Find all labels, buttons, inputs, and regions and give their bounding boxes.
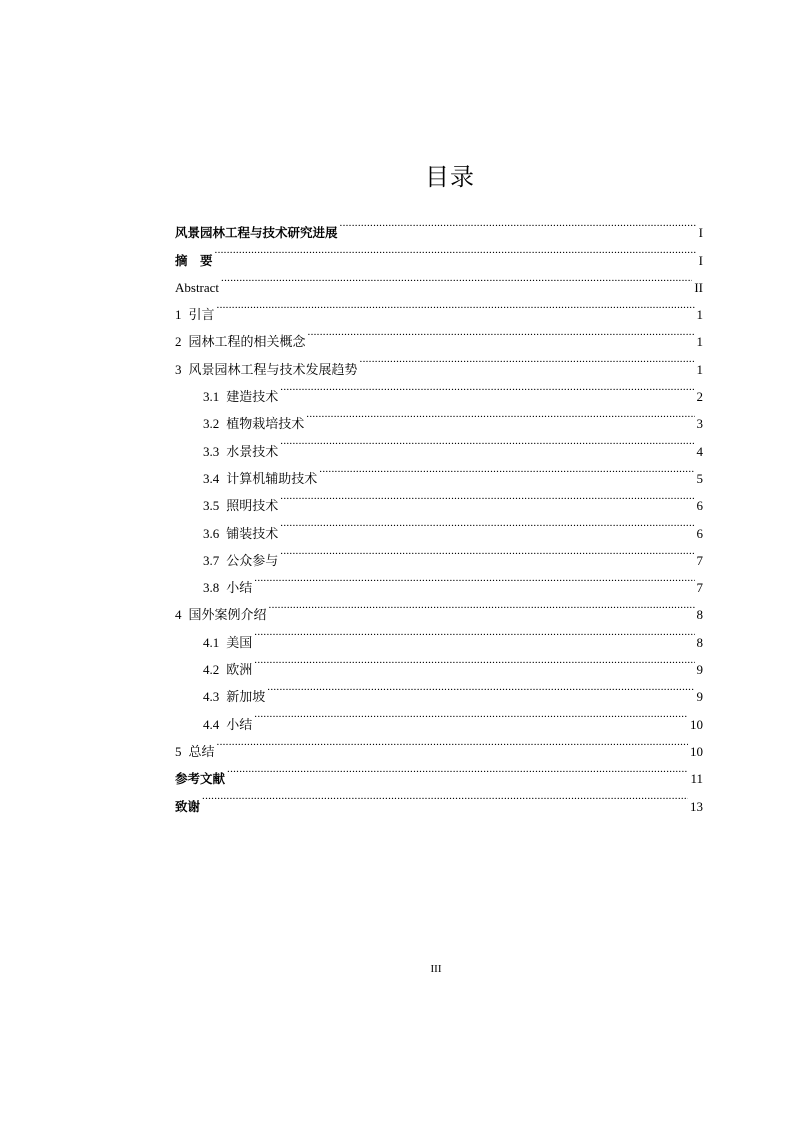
toc-entry-title xyxy=(203,383,278,410)
toc-entry-label: 欧洲 xyxy=(226,662,253,678)
page-number: III xyxy=(430,963,442,975)
toc-entry-title xyxy=(203,629,252,656)
toc-entry-number: 3.6 xyxy=(203,525,220,541)
toc-entry-label: 水景技术 xyxy=(226,443,279,459)
dot-leader xyxy=(227,756,688,783)
toc-entry[interactable] xyxy=(175,592,703,623)
toc-entry-title xyxy=(203,438,278,465)
toc-entry-label: 小结 xyxy=(226,716,253,732)
toc-entry-label: 风景园林工程与技术发展趋势 xyxy=(188,361,358,377)
toc-entry-number: 3.5 xyxy=(203,498,220,514)
toc-entry-label: 国外案例介绍 xyxy=(188,607,267,623)
toc-entry-title xyxy=(175,301,215,328)
toc-entry-page: 1 xyxy=(696,307,703,323)
dot-leader xyxy=(254,565,694,592)
toc-entry-page: 3 xyxy=(696,416,703,432)
toc-entry-page: 10 xyxy=(690,743,703,759)
toc-entry-title xyxy=(203,520,278,547)
toc-entry-label: 参考文献 xyxy=(175,771,226,787)
toc-entry-page: 9 xyxy=(696,662,703,678)
toc-entry-title xyxy=(175,738,215,765)
toc-entry-page: 2 xyxy=(696,389,703,405)
toc-entry-page: I xyxy=(698,252,703,268)
toc-entry[interactable] xyxy=(175,674,703,705)
toc-entry-label: 植物栽培技术 xyxy=(226,416,305,432)
dot-leader xyxy=(202,783,688,810)
toc-entry-number: 3 xyxy=(175,361,182,377)
toc-entry-page: 6 xyxy=(696,498,703,514)
toc-entry-label: 引言 xyxy=(188,307,215,323)
toc-entry[interactable] xyxy=(175,292,703,323)
dot-leader xyxy=(267,674,694,701)
dot-leader xyxy=(308,319,695,346)
toc-entry-page: 11 xyxy=(690,771,703,787)
toc-entry-label: 摘 要 xyxy=(175,252,213,268)
toc-entry-page: I xyxy=(698,225,703,241)
toc-entry[interactable] xyxy=(175,565,703,596)
dot-leader xyxy=(221,265,692,292)
toc-entry-page: 1 xyxy=(696,361,703,377)
toc-title: 目录 xyxy=(425,163,475,191)
toc-entry[interactable] xyxy=(175,783,703,814)
dot-leader xyxy=(217,292,695,319)
toc-entry-number: 3.4 xyxy=(203,470,220,486)
dot-leader xyxy=(340,210,697,237)
dot-leader xyxy=(360,346,695,373)
toc-entry-label: 致谢 xyxy=(175,798,201,814)
toc-entry-title xyxy=(203,574,252,601)
toc-entry-page: 7 xyxy=(696,552,703,568)
toc-entry[interactable] xyxy=(175,729,703,759)
toc-entry-number: 4.4 xyxy=(203,716,220,732)
toc-entry-page: 6 xyxy=(696,525,703,541)
dot-leader xyxy=(280,510,694,537)
toc-entry-page: 8 xyxy=(696,634,703,650)
toc-entry-page: 4 xyxy=(696,443,703,459)
toc-entry-page: 5 xyxy=(696,470,703,486)
dot-leader xyxy=(280,483,694,510)
dot-leader xyxy=(215,237,697,264)
toc-entry-number: 3.1 xyxy=(203,389,220,405)
toc-entry-page: 10 xyxy=(690,716,703,732)
toc-entry-number: 4.2 xyxy=(203,662,220,678)
toc-entry-number: 3.3 xyxy=(203,443,220,459)
toc-entry[interactable] xyxy=(175,756,703,787)
toc-entry[interactable] xyxy=(175,265,703,295)
toc-entry[interactable] xyxy=(175,319,703,350)
dot-leader xyxy=(306,401,694,428)
toc-entry-label: 新加坡 xyxy=(226,689,266,705)
toc-entry-number: 4.1 xyxy=(203,634,220,650)
toc-entry-label: 建造技术 xyxy=(226,389,279,405)
toc-entry[interactable] xyxy=(175,210,703,241)
dot-leader xyxy=(269,592,695,619)
toc-entry-page: 1 xyxy=(696,334,703,350)
toc-entry[interactable] xyxy=(175,237,703,268)
dot-leader xyxy=(280,428,694,455)
toc-entry-page: 7 xyxy=(696,580,703,596)
dot-leader xyxy=(254,647,694,674)
dot-leader xyxy=(280,538,694,565)
toc-entry-label: 小结 xyxy=(226,580,253,596)
toc-entry-title xyxy=(175,247,213,274)
toc-entry-page: 9 xyxy=(696,689,703,705)
toc-entry-page: 8 xyxy=(696,607,703,623)
toc-entry-title xyxy=(175,601,267,628)
toc-entry-title xyxy=(203,656,252,683)
toc-entry-label: 铺装技术 xyxy=(226,525,279,541)
toc-entry-label: 照明技术 xyxy=(226,498,279,514)
toc-entry-label: 园林工程的相关概念 xyxy=(188,334,306,350)
toc-entry-label: Abstract xyxy=(175,279,220,295)
dot-leader xyxy=(280,374,694,401)
toc-entry-number: 3.8 xyxy=(203,580,220,596)
toc-entry-number: 5 xyxy=(175,743,182,759)
toc-entry[interactable] xyxy=(175,701,703,732)
toc-entry-number: 3.7 xyxy=(203,552,220,568)
toc-entry-number: 4.3 xyxy=(203,689,220,705)
toc-entry-title xyxy=(175,274,219,301)
toc-entry-number: 1 xyxy=(175,307,182,323)
dot-leader xyxy=(254,701,688,728)
toc-entry-title xyxy=(175,793,200,820)
toc-entry-number: 2 xyxy=(175,334,182,350)
toc-entry-title xyxy=(175,328,306,355)
toc-entry-label: 风景园林工程与技术研究进展 xyxy=(175,225,338,241)
toc-entry[interactable] xyxy=(175,647,703,678)
toc-entry-label: 计算机辅助技术 xyxy=(226,470,318,486)
toc-entry-number: 3.2 xyxy=(203,416,220,432)
toc-entry-number: 4 xyxy=(175,607,182,623)
toc-entry-page: II xyxy=(694,279,703,295)
toc-entry[interactable] xyxy=(175,619,703,650)
toc-entry-page: 13 xyxy=(690,798,703,814)
toc-list xyxy=(175,210,703,814)
toc-entry-label: 总结 xyxy=(188,743,215,759)
toc-entry-label: 美国 xyxy=(226,634,253,650)
toc-entry-label: 公众参与 xyxy=(226,552,279,568)
toc-entry-title xyxy=(203,492,278,519)
dot-leader xyxy=(319,456,694,483)
dot-leader xyxy=(217,729,688,756)
dot-leader xyxy=(254,619,694,646)
